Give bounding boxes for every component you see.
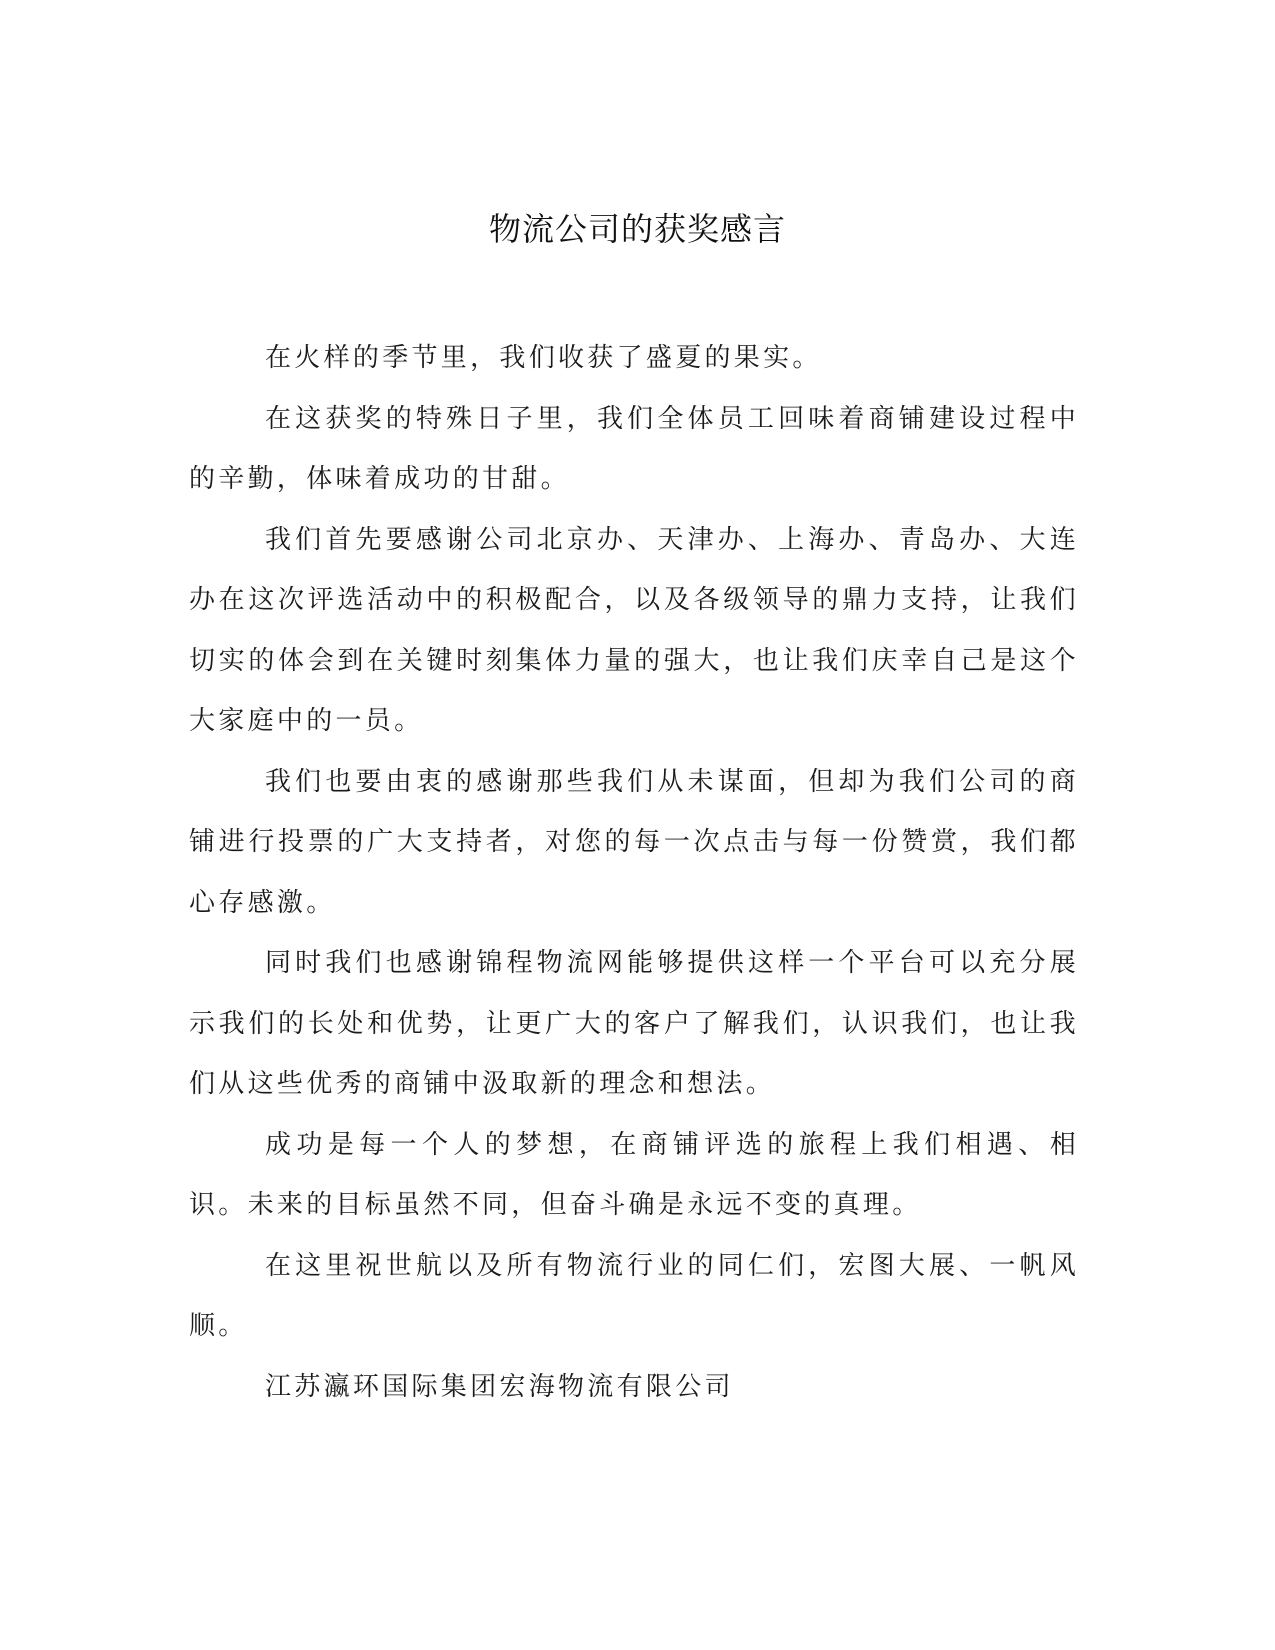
paragraph-4: 我们也要由衷的感谢那些我们从未谋面，但却为我们公司的商铺进行投票的广大支持者，对您的每一次点击与每一份赞赏，我们都心存感激。 [189, 766, 1079, 918]
paragraph-6: 成功是每一个人的梦想，在商铺评选的旅程上我们相遇、相识。未来的目标虽然不同，但奋斗确是永远不变的真理。 [189, 1129, 1079, 1220]
signature-company: 江苏瀛环国际集团宏海物流有限公司 [265, 1371, 734, 1402]
paragraph-3: 我们首先要感谢公司北京办、天津办、上海办、青岛办、大连办在这次评选活动中的积极配合，以及各级领导的鼎力支持，让我们切实的体会到在关键时刻集体力量的强大，也让我们庆幸自己是这个大家庭中的一员。 [189, 524, 1079, 736]
paragraph-7: 在这里祝世航以及所有物流行业的同仁们，宏图大展、一帆风顺。 [189, 1250, 1079, 1341]
paragraph-5: 同时我们也感谢锦程物流网能够提供这样一个平台可以充分展示我们的长处和优势，让更广大的客户了解我们，认识我们，也让我们从这些优秀的商铺中汲取新的理念和想法。 [189, 948, 1079, 1099]
document-title: 物流公司的获奖感言 [488, 210, 786, 248]
paragraph-2: 在这获奖的特殊日子里，我们全体员工回味着商铺建设过程中的辛勤，体味着成功的甘甜。 [189, 403, 1079, 494]
document-body [189, 328, 1079, 1417]
paragraph-1: 在火样的季节里，我们收获了盛夏的果实。 [265, 343, 822, 373]
